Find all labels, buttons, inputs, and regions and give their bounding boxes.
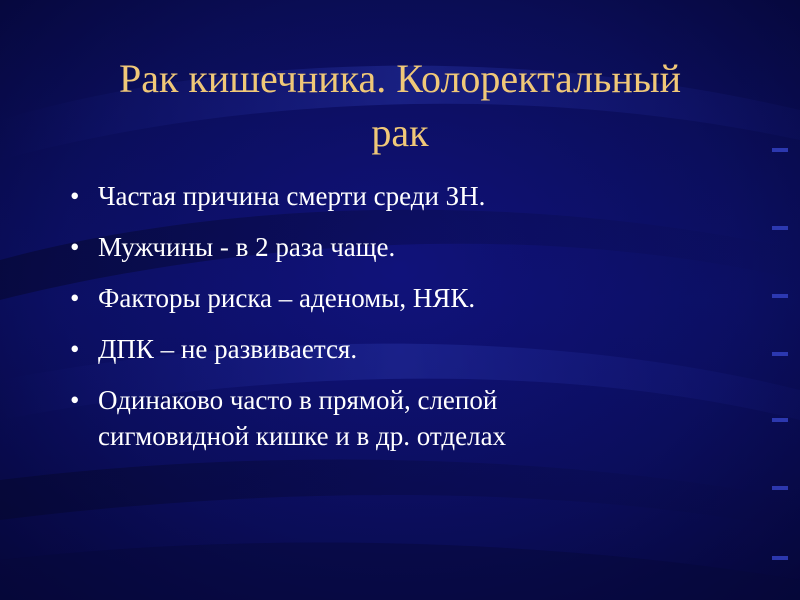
slide-title-line-1: Рак кишечника. Колоректальный [118, 56, 682, 101]
bullet-text: ДПК – не развивается. [98, 334, 358, 364]
bullet-text: Частая причина смерти среди ЗН. [98, 181, 486, 211]
bullet-icon: • [70, 334, 80, 364]
edge-dash [772, 418, 788, 422]
edge-dash [772, 352, 788, 356]
slide-title [40, 52, 760, 160]
bullet-text-line-2: сигмовидной кишке и в др. отделах [98, 421, 507, 451]
edge-dash [772, 556, 788, 560]
bullet-item [70, 280, 730, 316]
edge-dash [772, 486, 788, 490]
edge-dash [772, 148, 788, 152]
edge-dash [772, 294, 788, 298]
bullet-item [70, 229, 730, 265]
swoosh-shape [0, 543, 800, 600]
edge-dash [772, 226, 788, 230]
bullet-icon: • [70, 385, 80, 415]
bullet-icon: • [70, 283, 80, 313]
bullet-item [70, 178, 730, 214]
bullet-text-line-1: Одинаково часто в прямой, слепой [98, 385, 498, 415]
bullet-item [70, 331, 730, 367]
bullet-icon: • [70, 181, 80, 211]
bullet-list [70, 178, 730, 469]
bullet-text: Мужчины - в 2 раза чаще. [98, 232, 396, 262]
bullet-text: Факторы риска – аденомы, НЯК. [98, 283, 476, 313]
bullet-item [70, 382, 730, 454]
slide-title-line-2: рак [371, 110, 429, 155]
swoosh-shape [0, 460, 800, 530]
bullet-icon: • [70, 232, 80, 262]
